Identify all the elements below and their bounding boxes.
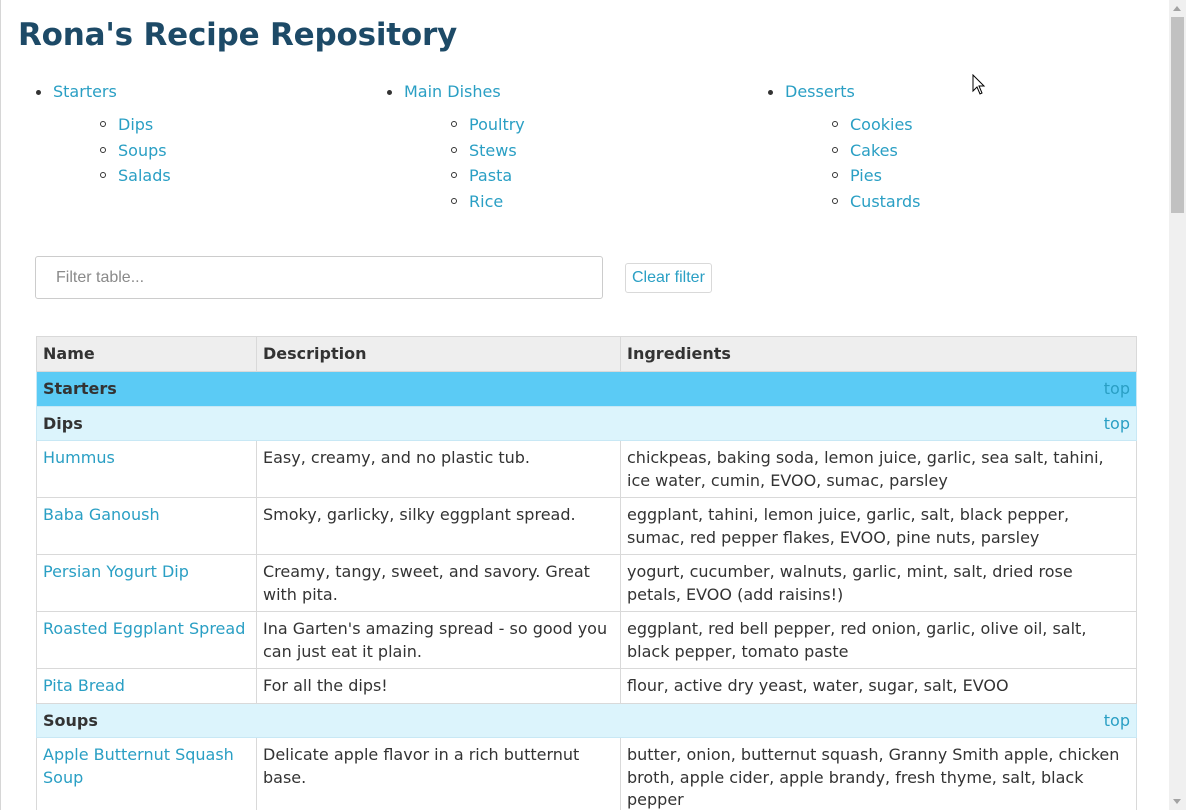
subcategory-row-soups	[37, 703, 1137, 738]
table-row	[37, 441, 1137, 498]
recipe-description: Smoky, garlicky, silky eggplant spread.	[257, 498, 621, 555]
nav-link-dips[interactable]: Dips	[118, 115, 154, 134]
column-header-ingredients: Ingredients	[621, 337, 1137, 372]
nav-item-main-dishes	[371, 80, 525, 215]
nav-column-main-dishes	[371, 80, 525, 215]
recipe-name-cell	[37, 555, 257, 612]
nav-item-poultry	[404, 112, 525, 138]
nav-link-salads[interactable]: Salads	[118, 166, 171, 186]
table-row	[37, 498, 1137, 555]
recipe-description: Ina Garten's amazing spread - so good you can just eat it plain.	[257, 612, 621, 669]
recipe-description: Creamy, tangy, sweet, and savory. Great with pita.	[257, 555, 621, 612]
nav-link-rice[interactable]: Rice	[469, 192, 504, 212]
nav-column-desserts	[752, 80, 921, 215]
recipe-name-cell	[37, 612, 257, 669]
nav-link-poultry[interactable]: Poultry	[469, 115, 525, 134]
nav-link-main-dishes[interactable]: Main Dishes	[404, 82, 501, 101]
recipe-ingredients: eggplant, tahini, lemon juice, garlic, salt, black pepper, sumac, red pepper flakes, EVOO, pine nuts, parsley	[621, 498, 1137, 555]
category-cell	[37, 372, 1137, 407]
recipe-link[interactable]: Roasted Eggplant Spread	[43, 619, 246, 638]
subcategory-label: Soups	[43, 710, 98, 730]
recipe-ingredients: eggplant, red bell pepper, red onion, garlic, olive oil, salt, black pepper, tomato paste	[621, 612, 1137, 669]
subcategory-cell	[37, 703, 1137, 738]
scroll-up-arrow-icon[interactable]	[1173, 6, 1181, 11]
recipe-description: For all the dips!	[257, 669, 621, 704]
nav-link-pasta[interactable]: Pasta	[469, 166, 513, 186]
mouse-cursor-icon	[972, 74, 986, 96]
filter-input[interactable]	[35, 256, 603, 299]
subcategory-label: Dips	[43, 413, 83, 433]
nav-item-pasta	[404, 163, 525, 189]
recipe-link[interactable]: Baba Ganoush	[43, 505, 160, 524]
table-row	[37, 555, 1137, 612]
recipe-link[interactable]: Pita Bread	[43, 676, 125, 695]
column-header-description: Description	[257, 337, 621, 372]
nav-link-cakes[interactable]: Cakes	[850, 140, 898, 160]
recipe-name-cell	[37, 441, 257, 498]
recipe-ingredients: butter, onion, butternut squash, Granny Smith apple, chicken broth, apple cider, apple brandy, fresh thyme, salt, black pepper	[621, 738, 1137, 810]
recipe-description: Delicate apple flavor in a rich butternut base.	[257, 738, 621, 810]
recipe-description: Easy, creamy, and no plastic tub.	[257, 441, 621, 498]
top-link[interactable]: top	[1103, 710, 1130, 730]
recipe-link[interactable]: Apple Butternut Squash Soup	[43, 745, 234, 787]
recipe-name-cell	[37, 669, 257, 704]
nav-item-dips	[53, 112, 171, 138]
nav-item-soups	[53, 138, 171, 164]
recipe-table	[36, 336, 1137, 810]
recipe-ingredients: yogurt, cucumber, walnuts, garlic, mint, salt, dried rose petals, EVOO (add raisins!)	[621, 555, 1137, 612]
recipe-name-cell	[37, 498, 257, 555]
recipe-ingredients: flour, active dry yeast, water, sugar, salt, EVOO	[621, 669, 1137, 704]
nav-link-starters[interactable]: Starters	[53, 82, 117, 101]
scroll-down-arrow-icon[interactable]	[1173, 799, 1181, 804]
category-label: Starters	[43, 379, 117, 398]
nav-link-soups[interactable]: Soups	[118, 140, 167, 160]
recipe-name-cell	[37, 738, 257, 810]
vertical-scrollbar[interactable]	[1169, 0, 1186, 810]
category-row-starters	[37, 372, 1137, 407]
column-header-name: Name	[37, 337, 257, 372]
nav-link-pies[interactable]: Pies	[850, 166, 882, 186]
recipe-ingredients: chickpeas, baking soda, lemon juice, garlic, sea salt, tahini, ice water, cumin, EVOO, sumac, parsley	[621, 441, 1137, 498]
clear-filter-button[interactable]: Clear filter	[625, 263, 712, 293]
subcategory-cell	[37, 406, 1137, 441]
nav-item-stews	[404, 138, 525, 164]
table-row	[37, 738, 1137, 810]
nav-item-pies	[785, 163, 921, 189]
nav-link-desserts[interactable]: Desserts	[785, 82, 855, 101]
nav-item-starters	[20, 80, 171, 189]
table-row	[37, 669, 1137, 704]
recipe-link[interactable]: Hummus	[43, 448, 115, 467]
top-link[interactable]: top	[1103, 379, 1130, 398]
nav-item-cakes	[785, 138, 921, 164]
nav-item-desserts	[752, 80, 921, 215]
recipe-link[interactable]: Persian Yogurt Dip	[43, 562, 189, 581]
nav-link-custards[interactable]: Custards	[850, 192, 921, 212]
scrollbar-thumb[interactable]	[1171, 17, 1184, 213]
nav-item-rice	[404, 189, 525, 215]
top-link[interactable]: top	[1103, 413, 1130, 433]
nav-item-salads	[53, 163, 171, 189]
nav-link-stews[interactable]: Stews	[469, 140, 517, 160]
page-title: Rona's Recipe Repository	[18, 17, 458, 53]
nav-link-cookies[interactable]: Cookies	[850, 115, 913, 134]
nav-column-starters	[20, 80, 171, 189]
table-header-row	[37, 337, 1137, 372]
subcategory-row-dips	[37, 406, 1137, 441]
table-row	[37, 612, 1137, 669]
nav-item-cookies	[785, 112, 921, 138]
nav-item-custards	[785, 189, 921, 215]
